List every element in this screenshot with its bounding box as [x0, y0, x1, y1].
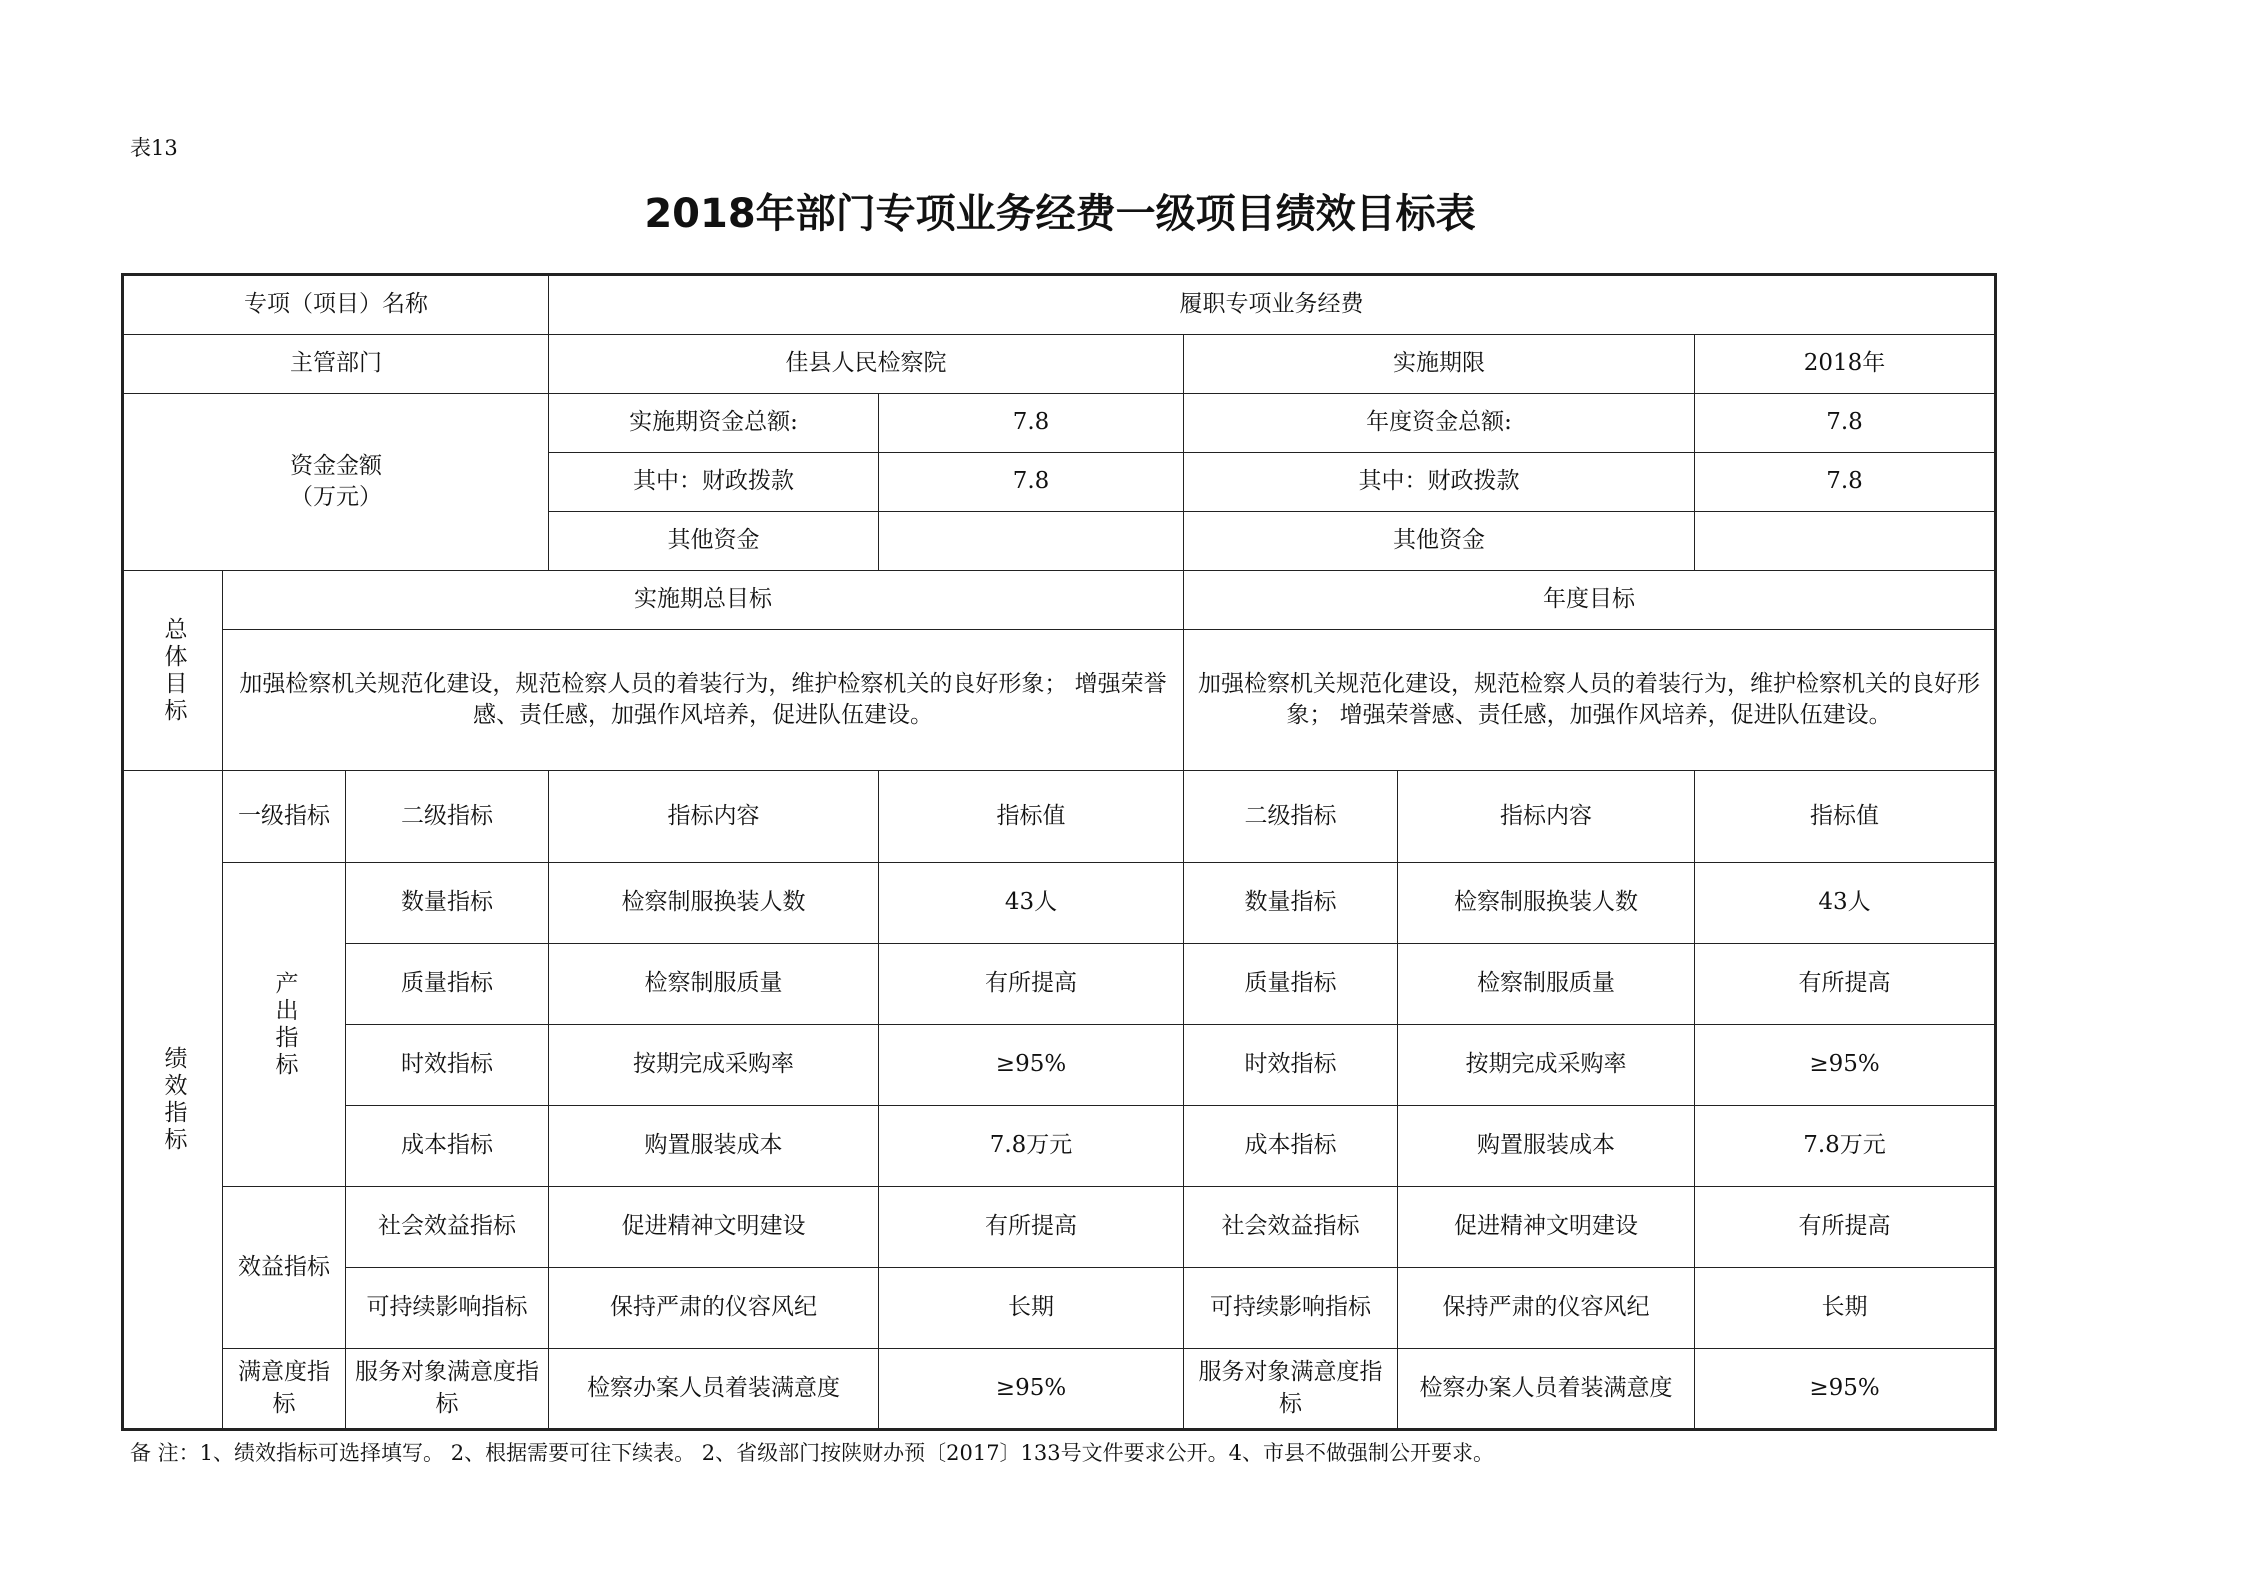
annual-total-value: 7.8 — [1695, 394, 1996, 453]
funds-other-label: 其他资金 — [549, 512, 879, 571]
funds-label-cell — [123, 394, 549, 571]
group-benefit: 效益指标 — [223, 1187, 346, 1349]
goals-annual-header: 年度目标 — [1184, 571, 1996, 630]
project-name-value: 履职专项业务经费 — [549, 275, 1996, 335]
header-annual-value: 指标值 — [1695, 771, 1996, 863]
row-annual-value: 有所提高 — [1695, 944, 1996, 1025]
annual-fiscal-label: 其中：财政拨款 — [1184, 453, 1695, 512]
annual-fiscal-value: 7.8 — [1695, 453, 1996, 512]
row-content: 购置服装成本 — [549, 1106, 879, 1187]
header-level1: 一级指标 — [223, 771, 346, 863]
table-row — [123, 1106, 1996, 1187]
row-annual-content: 促进精神文明建设 — [1398, 1187, 1695, 1268]
goals-period-header: 实施期总目标 — [223, 571, 1184, 630]
indicator-header-row — [123, 771, 1996, 863]
project-name-label: 专项（项目）名称 — [123, 275, 549, 335]
funds-total-label: 实施期资金总额: — [549, 394, 879, 453]
row-annual-level2: 质量指标 — [1184, 944, 1398, 1025]
row-level2: 数量指标 — [346, 863, 549, 944]
row-value: 长期 — [879, 1268, 1184, 1349]
table-row — [123, 1187, 1996, 1268]
funds-total-value: 7.8 — [879, 394, 1184, 453]
indicators-label: 绩效指标 — [123, 771, 223, 1430]
funds-fiscal-label: 其中：财政拨款 — [549, 453, 879, 512]
annual-total-label: 年度资金总额: — [1184, 394, 1695, 453]
row-level2: 成本指标 — [346, 1106, 549, 1187]
row-annual-content: 检察制服质量 — [1398, 944, 1695, 1025]
group-satisfaction: 满意度指标 — [223, 1349, 346, 1430]
period-label: 实施期限 — [1184, 335, 1695, 394]
row-annual-content: 购置服装成本 — [1398, 1106, 1695, 1187]
row-annual-content: 检察办案人员着装满意度 — [1398, 1349, 1695, 1430]
row-annual-level2: 时效指标 — [1184, 1025, 1398, 1106]
table-row — [123, 863, 1996, 944]
goals-label: 总体目标 — [123, 571, 223, 771]
row-value: 有所提高 — [879, 944, 1184, 1025]
row-content: 检察制服换装人数 — [549, 863, 879, 944]
row-annual-level2: 可持续影响指标 — [1184, 1268, 1398, 1349]
row-annual-value: 43人 — [1695, 863, 1996, 944]
row-level2: 质量指标 — [346, 944, 549, 1025]
annual-other-value — [1695, 512, 1996, 571]
funds-label: 资金金额 — [290, 452, 382, 479]
funds-fiscal-value: 7.8 — [879, 453, 1184, 512]
row-value: 有所提高 — [879, 1187, 1184, 1268]
header-content: 指标内容 — [549, 771, 879, 863]
row-content: 检察办案人员着装满意度 — [549, 1349, 879, 1430]
table-row — [123, 1349, 1996, 1430]
row-level2: 时效指标 — [346, 1025, 549, 1106]
goals-period-text: 加强检察机关规范化建设，规范检察人员的着装行为，维护检察机关的良好形象； 增强荣誉感、责任感，加强作风培养，促进队伍建设。 — [223, 630, 1184, 771]
row-value: 7.8万元 — [879, 1106, 1184, 1187]
table-row — [123, 944, 1996, 1025]
row-annual-level2: 服务对象满意度指标 — [1184, 1349, 1398, 1430]
goals-text-row — [123, 630, 1996, 771]
performance-table — [121, 273, 1997, 1431]
goals-annual-text: 加强检察机关规范化建设，规范检察人员的着装行为，维护检察机关的良好形象； 增强荣誉感、责任感，加强作风培养，促进队伍建设。 — [1184, 630, 1996, 771]
row-level2: 社会效益指标 — [346, 1187, 549, 1268]
row-annual-value: ≥95% — [1695, 1025, 1996, 1106]
group-output: 产出指标 — [223, 863, 346, 1187]
annual-other-label: 其他资金 — [1184, 512, 1695, 571]
department-row — [123, 335, 1996, 394]
row-level2: 服务对象满意度指标 — [346, 1349, 549, 1430]
project-name-row — [123, 275, 1996, 335]
table-code: 表13 — [130, 136, 178, 160]
department-label: 主管部门 — [123, 335, 549, 394]
table-row — [123, 1025, 1996, 1106]
row-annual-content: 检察制服换装人数 — [1398, 863, 1695, 944]
row-content: 按期完成采购率 — [549, 1025, 879, 1106]
row-annual-level2: 数量指标 — [1184, 863, 1398, 944]
header-annual-content: 指标内容 — [1398, 771, 1695, 863]
goals-header-row — [123, 571, 1996, 630]
row-annual-value: ≥95% — [1695, 1349, 1996, 1430]
page-title: 2018年部门专项业务经费一级项目绩效目标表 — [644, 191, 1476, 237]
footnote: 备 注：1、绩效指标可选择填写。 2、根据需要可往下续表。 2、省级部门按陕财办预〔2017〕133号文件要求公开。4、市县不做强制公开要求。 — [130, 1441, 1494, 1465]
header-annual-level2: 二级指标 — [1184, 771, 1398, 863]
row-content: 保持严肃的仪容风纪 — [549, 1268, 879, 1349]
row-annual-value: 7.8万元 — [1695, 1106, 1996, 1187]
row-value: ≥95% — [879, 1025, 1184, 1106]
row-content: 促进精神文明建设 — [549, 1187, 879, 1268]
row-annual-content: 保持严肃的仪容风纪 — [1398, 1268, 1695, 1349]
period-value: 2018年 — [1695, 335, 1996, 394]
funds-unit: （万元） — [290, 484, 382, 510]
department-value: 佳县人民检察院 — [549, 335, 1184, 394]
row-value: 43人 — [879, 863, 1184, 944]
funds-other-value — [879, 512, 1184, 571]
funds-total-row — [123, 394, 1996, 453]
header-value: 指标值 — [879, 771, 1184, 863]
row-annual-content: 按期完成采购率 — [1398, 1025, 1695, 1106]
table-row — [123, 1268, 1996, 1349]
row-level2: 可持续影响指标 — [346, 1268, 549, 1349]
row-annual-value: 有所提高 — [1695, 1187, 1996, 1268]
row-content: 检察制服质量 — [549, 944, 879, 1025]
row-value: ≥95% — [879, 1349, 1184, 1430]
row-annual-value: 长期 — [1695, 1268, 1996, 1349]
row-annual-level2: 社会效益指标 — [1184, 1187, 1398, 1268]
header-level2: 二级指标 — [346, 771, 549, 863]
row-annual-level2: 成本指标 — [1184, 1106, 1398, 1187]
